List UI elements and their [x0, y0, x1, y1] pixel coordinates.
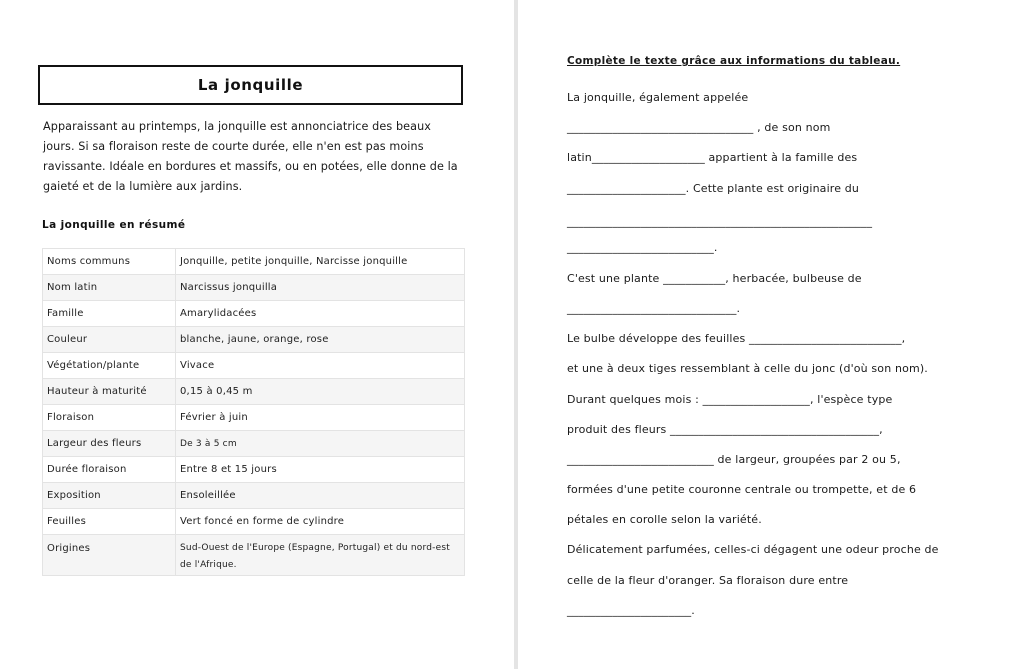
table-row	[43, 353, 465, 379]
row-value: Narcissus jonquilla	[176, 275, 465, 301]
row-key: Exposition	[43, 483, 176, 509]
summary-heading: La jonquille en résumé	[42, 219, 186, 231]
exercise-instruction: Complète le texte grâce aux informations du tableau.	[567, 55, 901, 67]
row-key: Noms communs	[43, 249, 176, 275]
exercise-line: _________________________________ , de son nom	[567, 121, 831, 135]
row-value: Entre 8 et 15 jours	[176, 457, 465, 483]
summary-table	[42, 248, 465, 576]
right-page	[518, 0, 1024, 669]
table-row	[43, 509, 465, 535]
exercise-line: formées d'une petite couronne centrale ou trompette, et de 6	[567, 483, 917, 497]
exercise-line: C'est une plante ___________, herbacée, bulbeuse de	[567, 271, 862, 285]
row-key: Couleur	[43, 327, 176, 353]
row-value: Jonquille, petite jonquille, Narcisse jonquille	[176, 249, 465, 275]
table-row	[43, 327, 465, 353]
row-key: Végétation/plante	[43, 353, 176, 379]
exercise-line: et une à deux tiges ressemblant à celle du jonc (d'où son nom).	[567, 362, 928, 376]
row-value: Février à juin	[176, 405, 465, 431]
intro-paragraph: Apparaissant au printemps, la jonquille est annonciatrice des beaux jours. Si sa floraison reste de courte durée, elle n'en est pas moins ravissante. Idéale en bordures et massifs, ou en potées, elle donne de la gaieté et de la lumière aux jardins.	[43, 120, 458, 193]
row-value: Sud-Ouest de l'Europe (Espagne, Portugal) et du nord-est de l'Afrique.	[176, 535, 465, 576]
exercise-line: __________________________.	[567, 240, 718, 254]
exercise-line: latin____________________ appartient à la famille des	[567, 151, 858, 165]
row-value: blanche, jaune, orange, rose	[176, 327, 465, 353]
table-row	[43, 535, 465, 576]
exercise-line: ______________________________________________________	[567, 214, 873, 228]
row-value: De 3 à 5 cm	[176, 431, 465, 457]
table-row	[43, 301, 465, 327]
row-key: Floraison	[43, 405, 176, 431]
exercise-line: produit des fleurs _____________________________________,	[567, 422, 883, 436]
row-key: Famille	[43, 301, 176, 327]
row-value: Vivace	[176, 353, 465, 379]
exercise-line: _____________________. Cette plante est originaire du	[567, 181, 860, 195]
exercise	[567, 52, 997, 626]
row-key: Hauteur à maturité	[43, 379, 176, 405]
row-value: Ensoleillée	[176, 483, 465, 509]
table-row	[43, 405, 465, 431]
exercise-line: pétales en corolle selon la variété.	[567, 513, 762, 527]
exercise-line: __________________________ de largeur, groupées par 2 ou 5,	[567, 452, 901, 466]
exercise-line: celle de la fleur d'oranger. Sa floraison dure entre	[567, 573, 849, 587]
row-key: Feuilles	[43, 509, 176, 535]
table-row	[43, 457, 465, 483]
table-row	[43, 483, 465, 509]
exercise-line: ______________________________.	[567, 301, 741, 315]
table-row	[43, 275, 465, 301]
exercise-line: La jonquille, également appelée	[567, 91, 749, 104]
exercise-line: Délicatement parfumées, celles-ci dégagent une odeur proche de	[567, 543, 939, 557]
row-key: Durée floraison	[43, 457, 176, 483]
table-row	[43, 379, 465, 405]
row-value: Vert foncé en forme de cylindre	[176, 509, 465, 535]
exercise-line: Le bulbe développe des feuilles ___________________________,	[567, 332, 906, 346]
row-key: Nom latin	[43, 275, 176, 301]
row-value: 0,15 à 0,45 m	[176, 379, 465, 405]
document-title: La jonquille	[38, 65, 463, 105]
row-key: Largeur des fleurs	[43, 431, 176, 457]
table-row	[43, 431, 465, 457]
row-key: Origines	[43, 535, 176, 576]
exercise-line: ______________________.	[567, 603, 695, 617]
table-row	[43, 249, 465, 275]
row-value: Amarylidacées	[176, 301, 465, 327]
exercise-line: Durant quelques mois : ___________________, l'espèce type	[567, 392, 893, 406]
